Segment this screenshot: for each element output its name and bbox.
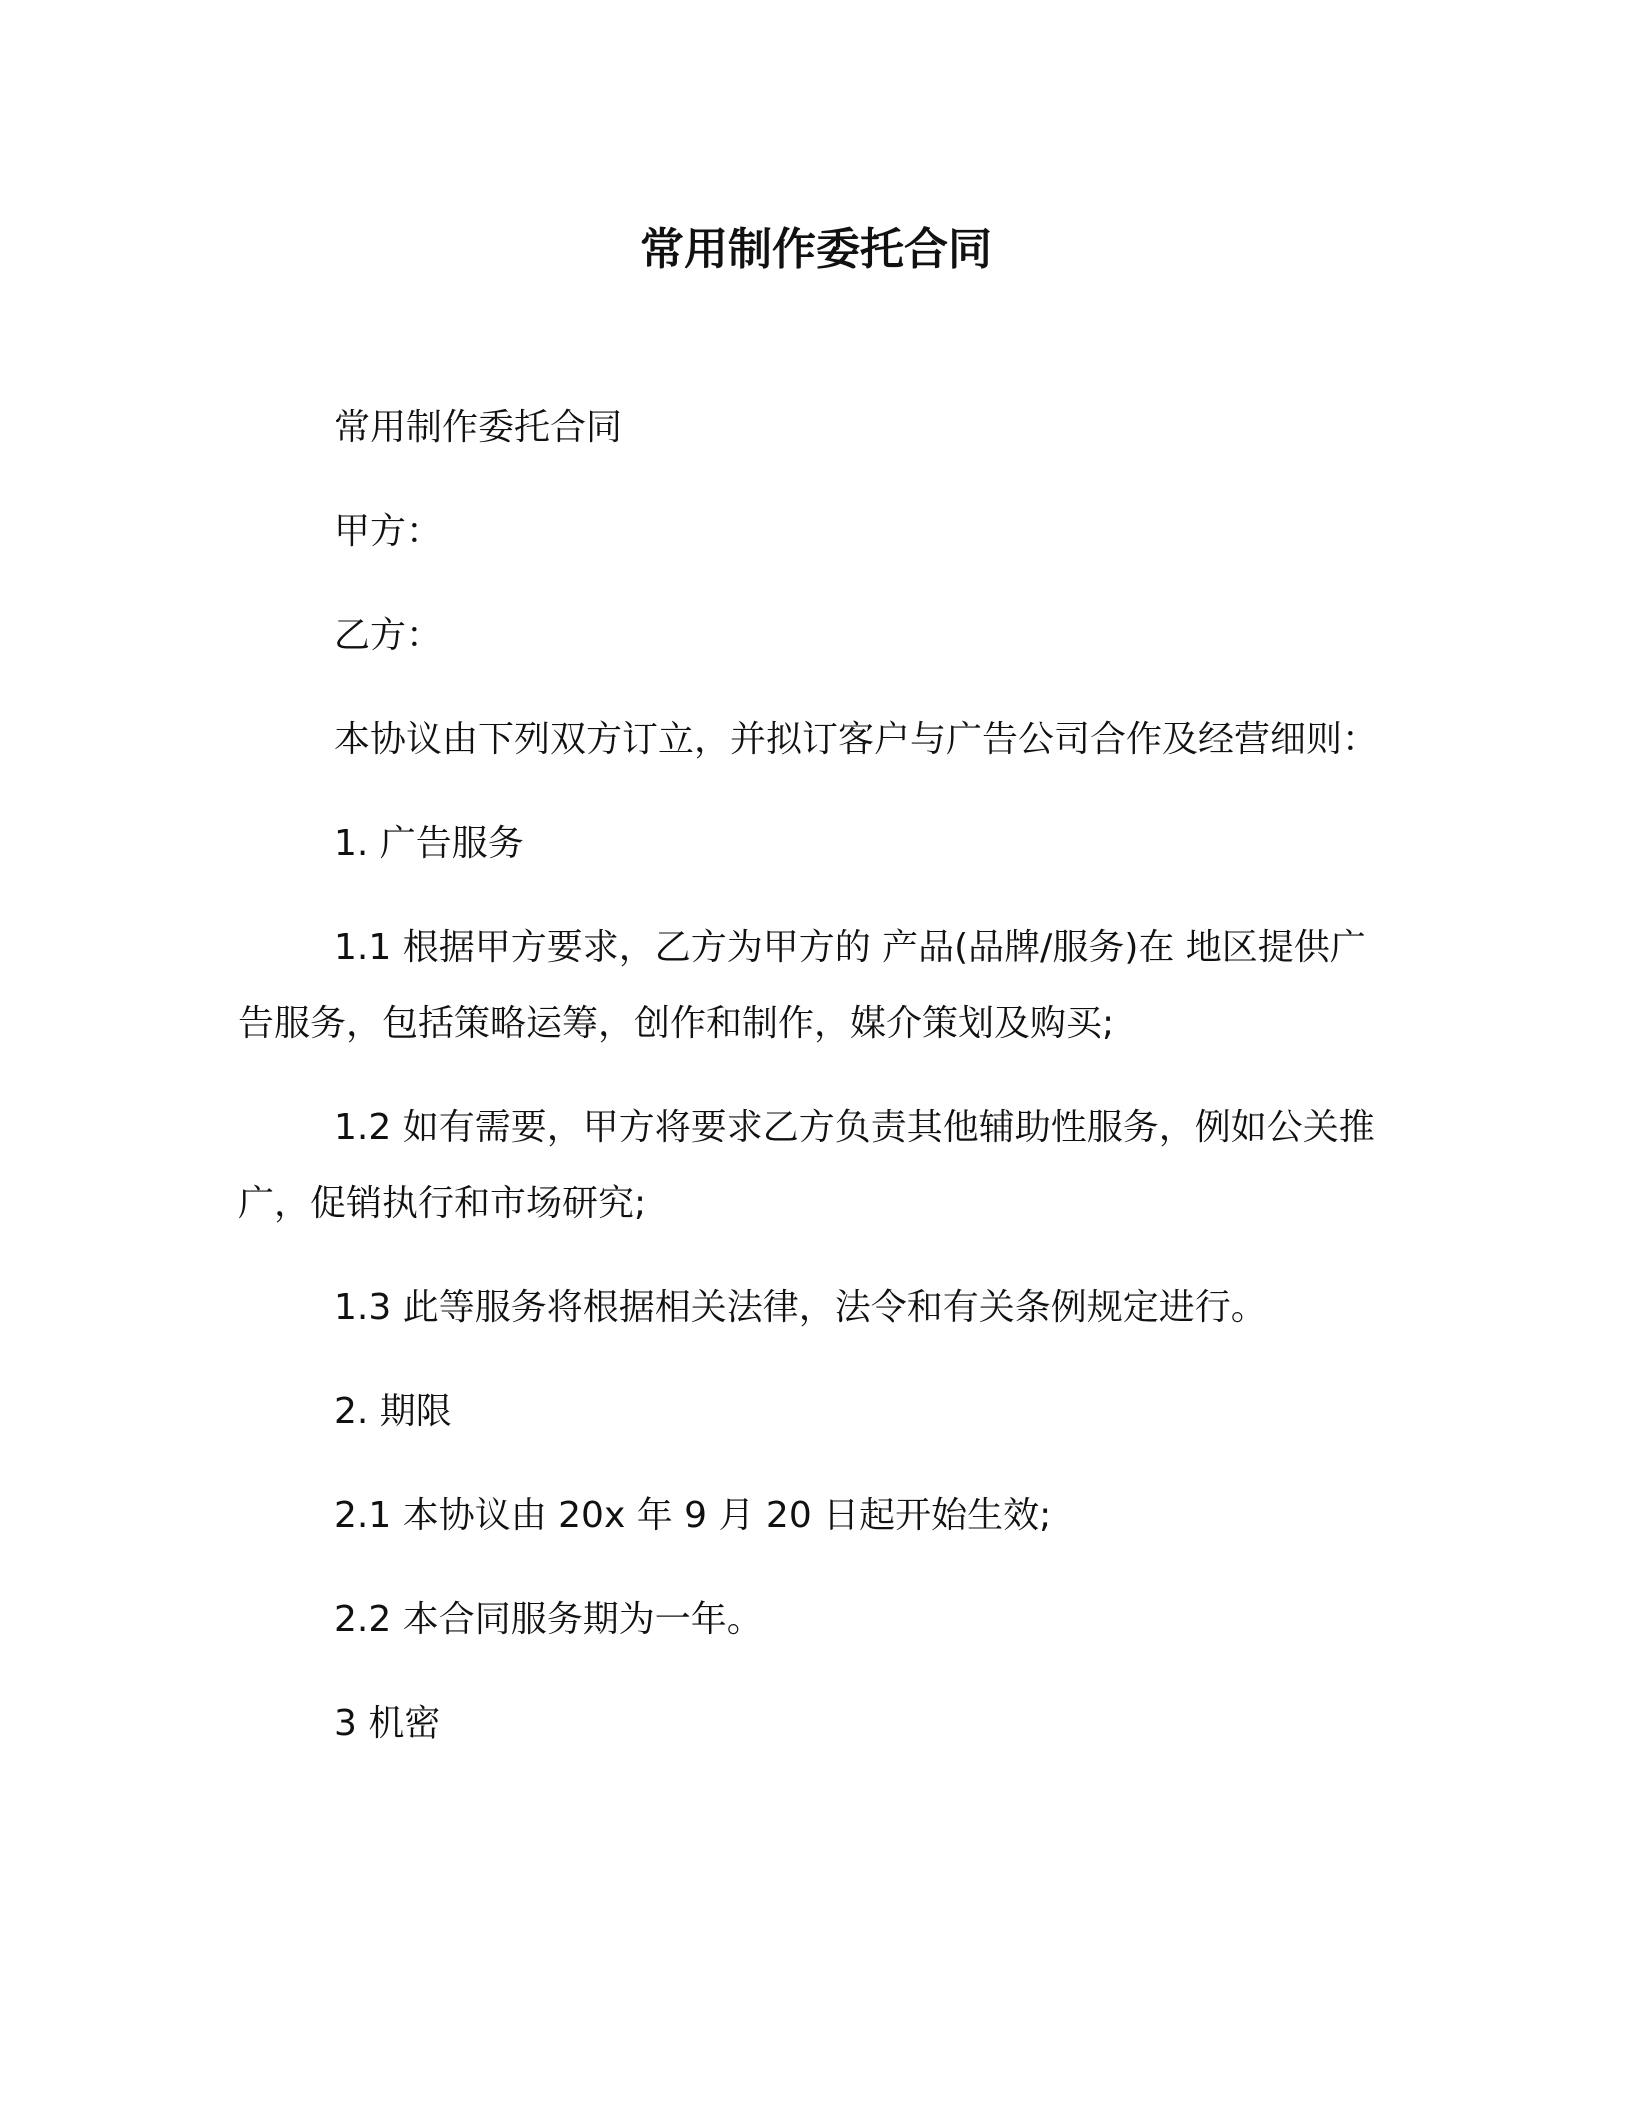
paragraph-party-a: 甲方： xyxy=(334,511,443,552)
paragraph-intro: 本协议由下列双方订立，并拟订客户与广告公司合作及经营细则： xyxy=(334,719,1379,760)
paragraph-party-b: 乙方： xyxy=(334,615,443,656)
paragraph-subtitle: 常用制作委托合同 xyxy=(334,407,623,448)
document-body xyxy=(238,390,1398,1790)
clause-1-2: 1.2 如有需要，甲方将要求乙方负责其他辅助性服务，例如公关推广，促销执行和市场研究; xyxy=(238,1107,1375,1224)
section-heading-1: 1. 广告服务 xyxy=(334,823,524,864)
clause-1-1: 1.1 根据甲方要求，乙方为甲方的 产品(品牌/服务)在 地区提供广告服务，包括策略运筹，创作和制作，媒介策划及购买; xyxy=(238,927,1366,1044)
clause-1-3: 1.3 此等服务将根据相关法律，法令和有关条例规定进行。 xyxy=(334,1287,1267,1328)
document-title: 常用制作委托合同 xyxy=(640,224,992,275)
section-heading-3: 3 机密 xyxy=(334,1703,441,1744)
section-heading-2: 2. 期限 xyxy=(334,1391,452,1432)
clause-2-1: 2.1 本协议由 20x 年 9 月 20 日起开始生效; xyxy=(334,1495,1052,1536)
clause-2-2: 2.2 本合同服务期为一年。 xyxy=(334,1599,763,1640)
